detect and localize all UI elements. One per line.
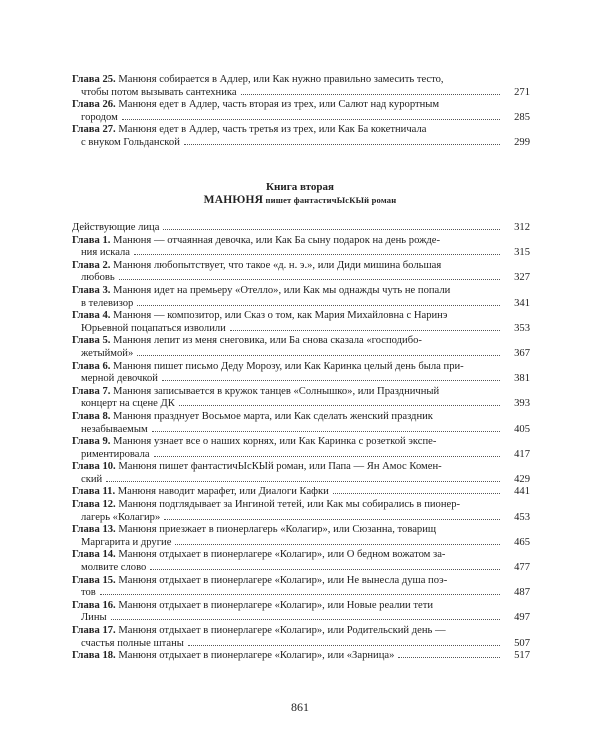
chapter-title-continuation: [81, 638, 184, 651]
chapter-title-continuation: [81, 612, 107, 625]
chapter-label: Глава 18.: [72, 650, 116, 662]
dot-leader: [111, 619, 500, 620]
chapter-title-continuation: [81, 537, 171, 550]
toc-entry-line: [72, 612, 530, 625]
chapter-title: чтобы потом вызывать сантехника: [81, 86, 237, 98]
toc-entry: [72, 285, 530, 310]
chapter-label: Глава 1.: [72, 234, 111, 246]
chapter-title-continuation: [81, 474, 102, 487]
toc-page-number: 487: [514, 587, 530, 599]
toc-entry: [72, 549, 530, 574]
toc-entry: [72, 235, 530, 260]
chapter-title: с внуком Гольданской: [81, 136, 180, 148]
chapter-title: Манюня узнает все о наших корнях, или Как Каринка с розеткой экспе-: [110, 436, 437, 448]
toc-entry: [72, 499, 530, 524]
chapter-label: Глава 27.: [72, 124, 116, 136]
toc-entry-line: [72, 222, 530, 235]
dot-leader: [333, 493, 500, 494]
chapter-title-continuation: [72, 222, 159, 235]
chapter-title: Манюня отдыхает в пионерлагере «Колагир», или О бедном вожатом за-: [115, 549, 446, 561]
chapter-title: Манюня лепит из меня снеговика, или Ба снова сказала «господибо-: [110, 335, 422, 347]
chapter-title: Манюня пишет письмо Деду Морозу, или Как Каринка целый день была при-: [110, 360, 464, 372]
toc-page-number: 299: [514, 136, 530, 148]
dot-leader: [150, 569, 500, 570]
toc-page-number: 441: [514, 486, 530, 498]
chapter-title: жетыймой»: [81, 347, 134, 359]
toc-page-number: 315: [514, 247, 530, 259]
toc-entry-line: [72, 638, 530, 651]
chapter-title-continuation: [72, 650, 394, 663]
toc-page-number: 341: [514, 297, 530, 309]
toc-entry-line: [72, 424, 530, 437]
chapter-title: Манюня приезжает в пионерлагерь «Колагир», или Сюзанна, товарищ: [115, 524, 437, 536]
toc-entry-line: [72, 323, 530, 336]
toc-entry-line: [72, 310, 530, 323]
toc-page-number: 497: [514, 612, 530, 624]
toc-entry-line: [72, 411, 530, 424]
chapter-title-continuation: [81, 112, 118, 125]
chapter-title-continuation: [81, 272, 115, 285]
chapter-title: Юрьевной поцапаться изволили: [81, 322, 226, 334]
toc-page-number: 367: [514, 347, 530, 359]
chapter-title: городом: [81, 111, 118, 123]
chapter-label: Глава 13.: [72, 524, 116, 536]
toc-page-number: 327: [514, 272, 530, 284]
toc-entry-line: [72, 486, 530, 499]
toc-entry-line: [72, 272, 530, 285]
dot-leader: [122, 119, 500, 120]
chapter-title: мерной девочкой: [81, 373, 158, 385]
chapter-title-continuation: [81, 247, 130, 260]
chapter-title-continuation: [81, 323, 226, 336]
toc-entry-line: [72, 499, 530, 512]
chapter-title: Манюня едет в Адлер, часть третья из трех, или Как Ба кокетничала: [115, 124, 427, 136]
chapter-label: Глава 25.: [72, 74, 116, 85]
dot-leader: [179, 405, 500, 406]
chapter-title: Манюня едет в Адлер, часть вторая из трех, или Салют над курортным: [115, 99, 440, 111]
toc-entry: [72, 600, 530, 625]
chapter-title: Манюня отдыхает в пионерлагере «Колагир», или «Зарница»: [115, 650, 395, 662]
chapter-title: Манюня собирается в Адлер, или Как нужно правильно замесить тесто,: [115, 74, 444, 85]
chapter-label: Глава 3.: [72, 284, 111, 296]
chapter-title: Манюня отдыхает в пионерлагере «Колагир», или Не вынесла душа поэ-: [115, 574, 448, 586]
toc-entry-line: [72, 348, 530, 361]
toc-page-number: 517: [514, 650, 530, 662]
chapter-label: Глава 7.: [72, 385, 111, 397]
chapter-title: Манюня празднует Восьмое марта, или Как сделать женский праздник: [110, 410, 433, 422]
toc-entry-line: [72, 398, 530, 411]
chapter-title-continuation: [81, 87, 237, 100]
chapter-title: в телевизор: [81, 297, 134, 309]
dot-leader: [164, 519, 500, 520]
dot-leader: [188, 645, 500, 646]
toc-page-number: 477: [514, 562, 530, 574]
chapter-title: Манюня — отчаянная девочка, или Как Ба сыну подарок на день рожде-: [110, 234, 441, 246]
dot-leader: [175, 544, 500, 545]
dot-leader: [184, 144, 500, 145]
chapter-title-continuation: [81, 398, 175, 411]
chapter-title: Манюня идет на премьеру «Отелло», или Как мы однажды чуть не попали: [110, 284, 451, 296]
chapter-title: Манюня пишет фантастичЫсКЫй роман, или Папа — Ян Амос Комен-: [115, 461, 442, 473]
book-subtitle-rest: пишет фантастичЫсКЫй роман: [263, 195, 397, 205]
toc-main-section: [72, 222, 530, 663]
page-number: 861: [291, 700, 309, 714]
toc-page-number: 405: [514, 423, 530, 435]
toc-entry: [72, 436, 530, 461]
dot-leader: [398, 657, 500, 658]
toc-entry-line: [72, 537, 530, 550]
toc-entry: [72, 99, 530, 124]
book-subtitle-caps: МАНЮНЯ: [203, 194, 264, 206]
toc-entry: [72, 386, 530, 411]
chapter-title: риментировала: [81, 448, 150, 460]
chapter-title: лагерь «Колагир»: [81, 511, 161, 523]
dot-leader: [134, 254, 500, 255]
toc-entry: [72, 74, 530, 99]
toc-entry: [72, 411, 530, 436]
chapter-title-continuation: [81, 449, 150, 462]
chapter-title-continuation: [72, 486, 329, 499]
chapter-title: счастья полные штаны: [81, 637, 184, 649]
toc-entry-line: [72, 474, 530, 487]
chapter-label: Глава 11.: [72, 486, 116, 498]
toc-entry: [72, 650, 530, 663]
chapter-title-continuation: [81, 373, 158, 386]
toc-entry-line: [72, 512, 530, 525]
chapter-label: Глава 2.: [72, 259, 111, 271]
chapter-title: любовь: [81, 272, 115, 284]
chapter-title: Манюня наводит марафет, или Диалоги Кафки: [115, 486, 329, 498]
chapter-label: Глава 5.: [72, 335, 111, 347]
chapter-title: Действующие лица: [72, 222, 160, 233]
toc-entry-line: [72, 87, 530, 100]
toc-entry-line: [72, 449, 530, 462]
toc-entry-line: [72, 285, 530, 298]
chapter-title-continuation: [81, 562, 146, 575]
chapter-title-continuation: [81, 137, 180, 150]
dot-leader: [106, 481, 500, 482]
toc-entry: [72, 335, 530, 360]
chapter-title: Лины: [81, 612, 107, 624]
book-subtitle: [0, 194, 600, 206]
toc-entry-line: [72, 587, 530, 600]
toc-entry: [72, 575, 530, 600]
chapter-title: Манюня любопытствует, что такое «д. н. э.», или Диди мишина большая: [110, 259, 442, 271]
dot-leader: [230, 330, 500, 331]
toc-entry-line: [72, 461, 530, 474]
toc-entry: [72, 260, 530, 285]
chapter-title-continuation: [81, 512, 160, 525]
toc-page-number: 417: [514, 448, 530, 460]
toc-entry: [72, 486, 530, 499]
chapter-label: Глава 6.: [72, 360, 111, 372]
toc-entry-line: [72, 112, 530, 125]
dot-leader: [119, 279, 500, 280]
toc-entry-line: [72, 650, 530, 663]
toc-entry-line: [72, 335, 530, 348]
toc-page-number: 312: [514, 222, 530, 233]
chapter-label: Глава 4.: [72, 310, 111, 322]
toc-entry-line: [72, 373, 530, 386]
chapter-title: молвите слово: [81, 562, 147, 574]
toc-entry-line: [72, 124, 530, 137]
toc-page-number: 429: [514, 473, 530, 485]
chapter-label: Глава 9.: [72, 436, 111, 448]
toc-entry-line: [72, 524, 530, 537]
toc-entry-line: [72, 235, 530, 248]
toc-entry-line: [72, 386, 530, 399]
dot-leader: [100, 594, 500, 595]
toc-entry-line: [72, 137, 530, 150]
dot-leader: [152, 431, 500, 432]
toc-entry-line: [72, 562, 530, 575]
dot-leader: [137, 355, 500, 356]
chapter-title: Манюня записывается в кружок танцев «Солнышко», или Праздничный: [110, 385, 440, 397]
toc-entry-line: [72, 575, 530, 588]
toc-entry-line: [72, 99, 530, 112]
dot-leader: [137, 305, 500, 306]
toc-entry-line: [72, 74, 530, 87]
chapter-label: Глава 10.: [72, 461, 116, 473]
toc-entry: [72, 625, 530, 650]
toc-entry-line: [72, 625, 530, 638]
chapter-title: ния искала: [81, 247, 131, 259]
chapter-label: Глава 17.: [72, 625, 116, 636]
toc-entry-line: [72, 247, 530, 260]
chapter-title: Манюня отдыхает в пионерлагере «Колагир», или Родительский день —: [115, 625, 446, 636]
toc-entry-line: [72, 260, 530, 273]
toc-top-section: [72, 74, 530, 150]
toc-page-number: 271: [514, 86, 530, 98]
chapter-label: Глава 8.: [72, 410, 111, 422]
chapter-title: концерт на сцене ДК: [81, 398, 175, 410]
chapter-label: Глава 12.: [72, 499, 116, 511]
dot-leader: [154, 456, 500, 457]
chapter-title: незабываемым: [81, 423, 148, 435]
chapter-label: Глава 15.: [72, 574, 116, 586]
chapter-title: ский: [81, 473, 103, 485]
toc-entry: [72, 524, 530, 549]
dot-leader: [241, 94, 500, 95]
toc-entry-line: [72, 298, 530, 311]
toc-entry: [72, 461, 530, 486]
chapter-title: Маргарита и другие: [81, 536, 172, 548]
toc-page-number: 453: [514, 511, 530, 523]
chapter-title-continuation: [81, 424, 148, 437]
chapter-title-continuation: [81, 348, 133, 361]
toc-page-number: 393: [514, 398, 530, 410]
chapter-label: Глава 16.: [72, 599, 116, 611]
chapter-title-continuation: [81, 587, 96, 600]
toc-entry: [72, 124, 530, 149]
chapter-title: тов: [81, 587, 96, 599]
toc-page-number: 465: [514, 536, 530, 548]
toc-entry-line: [72, 361, 530, 374]
toc-entry-line: [72, 436, 530, 449]
chapter-title: Манюня — композитор, или Сказ о том, как Мария Михайловна с Наринэ: [110, 310, 448, 322]
toc-entry-line: [72, 549, 530, 562]
dot-leader: [163, 229, 500, 230]
chapter-title: Манюня подглядывает за Ингиной тетей, или Как мы собирались в пионер-: [115, 499, 461, 511]
toc-entry: [72, 222, 530, 235]
toc-entry-line: [72, 600, 530, 613]
dot-leader: [162, 380, 500, 381]
chapter-title: Манюня отдыхает в пионерлагере «Колагир», или Новые реалии тети: [115, 599, 434, 611]
book-title: Книга вторая: [266, 181, 334, 193]
toc-page-number: 285: [514, 111, 530, 123]
chapter-label: Глава 26.: [72, 99, 116, 111]
toc-page-number: 353: [514, 322, 530, 334]
toc-entry: [72, 310, 530, 335]
toc-entry: [72, 361, 530, 386]
chapter-title-continuation: [81, 298, 133, 311]
chapter-label: Глава 14.: [72, 549, 116, 561]
toc-page-number: 381: [514, 373, 530, 385]
toc-page-number: 507: [514, 637, 530, 649]
